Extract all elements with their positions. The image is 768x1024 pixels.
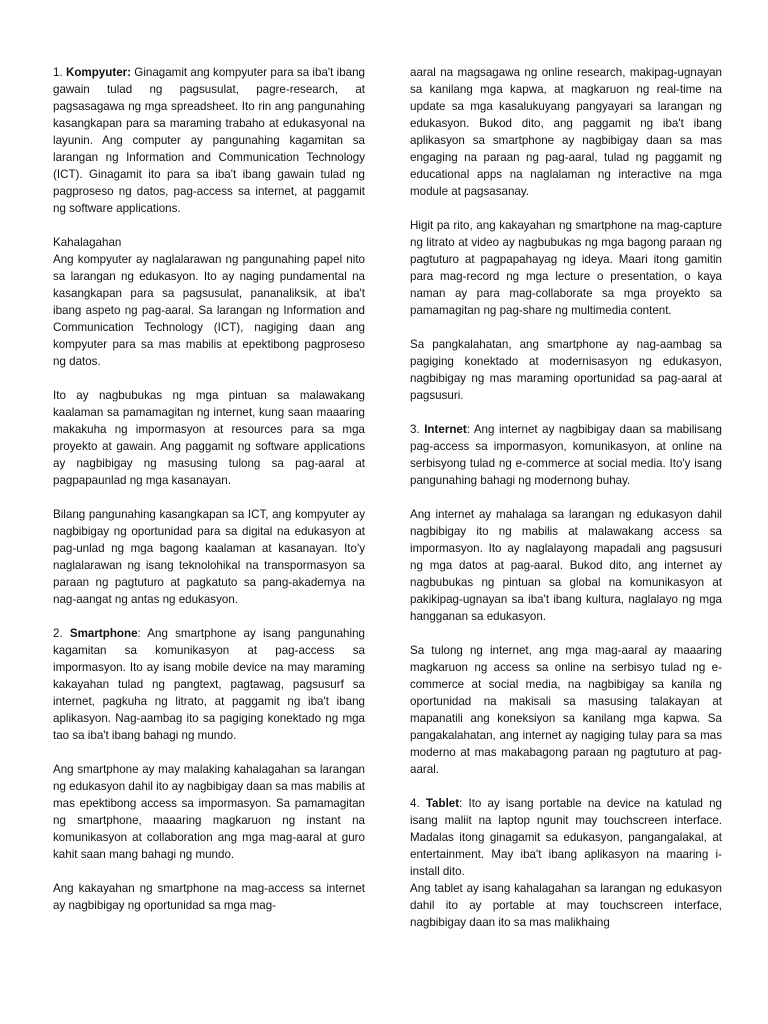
kahalagahan-paragraph-3: Bilang pangunahing kasangkapan sa ICT, ang kompyuter ay nagbibigay ng oportunidad para sa digital na edukasyon at pag-unlad ng mga bagong kaalaman at kasanayan. Ito'y naglalarawan ng isang teknolohikal na transpormasyon sa paraan ng pagtuturo at pagkatuto sa pang-akademya na nag-aangat ng antas ng edukasyon. [53,508,365,606]
smartphone-paragraph-4: Higit pa rito, ang kakayahan ng smartphone na mag-capture ng litrato at video ay nagbubukas ng mga bagong paraan ng pagtuturo at pagpapahayag ng ideya. Maari itong gamitin para mag-record ng mga lecture o presentation, o kaya naman ay para mag-collaborate sa mga proyekto sa pamamagitan ng pag-share ng multimedia content. [410,219,722,317]
tablet-term: Tablet [425,797,460,810]
smartphone-term: Smartphone [69,627,138,640]
internet-text: : Ang internet ay nagbibigay daan sa mabilisang pag-access sa impormasyon, komunikasyon, at online na serbisyong tulad ng e-commerce at social media. Ito'y isang pangunahing bahagi ng modernong buhay. [410,423,722,487]
item-number: 3. [410,423,420,436]
right-column [410,64,722,931]
kahalagahan-heading: Kahalagahan [53,236,122,249]
smartphone-paragraph-2: Ang smartphone ay may malaking kahalagahan sa larangan ng edukasyon dahil ito ay nagbibigay daan sa mas mabilis at mas epektibong access sa impormasyon. Sa pamamagitan ng smartphone, maaaring magkaruon ng instant na komunikasyon at collaboration ang mga mag-aaral at guro kahit saan mang bahagi ng mundo. [53,763,365,861]
kahalagahan-paragraph-1: Ang kompyuter ay naglalarawan ng pangunahing papel nito sa larangan ng edukasyon. Ito ay naging pundamental na kasangkapan para sa pagsusulat, pananaliksik, at iba't ibang aspeto ng pag-aaral. Sa larangan ng Information and Communication Technology (ICT), nagiging daan ang kompyuter para sa mas mabilis at epektibong pagproseso ng datos. [53,253,365,368]
item-number: 1. [53,66,63,79]
kahalagahan-paragraph-2: Ito ay nagbubukas ng mga pintuan sa malawakang kaalaman sa pamamagitan ng internet, kung saan maaaring makakuha ng impormasyon at resources para sa mga proyekto at gawain. Ang paggamit ng software applications ay nagbibigay ng masusing tulong sa pag-aaral at pagpapaunlad ng mga kasanayan. [53,389,365,487]
tablet-paragraph-2: Ang tablet ay isang kahalagahan sa larangan ng edukasyon dahil ito ay portable at may touchscreen interface, nagbibigay daan ito sa mas malikhaing [410,882,722,929]
internet-paragraph-2: Ang internet ay mahalaga sa larangan ng edukasyon dahil nagbibigay ito ng mabilis at malawakang access sa impormasyon. Ito ay naglalayong mapadali ang pagsusuri ng mga datos at pag-aaral. Bukod dito, ang internet ay nagbubukas ng pintuan sa global na komunikasyon at pakikipag-ugnayan sa iba't ibang kultura, naglalayo ng mga hangganan sa edukasyon. [410,508,722,623]
tablet-text: : Ito ay isang portable na device na katulad ng isang maliit na laptop ngunit may touchscreen interface. Madalas itong ginagamit sa edukasyon, pangangalakal, at entertainment. May iba't ibang aplikasyon na maaring i-install dito. [410,797,722,878]
item-number: 2. [53,627,63,640]
tablet-section [410,795,722,880]
smartphone-continued: aaral na magsagawa ng online research, makipag-ugnayan sa kanilang mga kapwa, at magkaruon ng real-time na update sa mga kasalukuyang pangyayari sa larangan ng edukasyon. Bukod dito, ang paggamit ng iba't ibang aplikasyon sa smartphone ay nagbibigay daan sa mas engaging na paraan ng pag-aaral, tulad ng paggamit ng educational apps na naglalaman ng interactive na mga module at pagsasanay. [410,66,722,198]
smartphone-paragraph-5: Sa pangkalahatan, ang smartphone ay nag-aambag sa pagiging konektado at modernisasyon ng edukasyon, nagbibigay ng mas maraming oportunidad sa pag-aaral at pagsusuri. [410,338,722,402]
kompyuter-text: Ginagamit ang kompyuter para sa iba't ibang gawain tulad ng pagsusulat, pagre-research, at pagsasagawa ng mga spreadsheet. Ito rin ang pangunahing kasangkapan para sa maraming trabaho at edukasyonal na layunin. Ang computer ay pangunahing kagamitan sa larangan ng Information and Communication Technology (ICT). Ginagamit ito para sa iba't ibang gawain tulad ng pagproseso ng datos, pag-access sa internet, at paggamit ng software applications. [53,66,365,215]
item-number: 4. [410,797,420,810]
kompyuter-section [53,64,365,217]
left-column [53,64,365,931]
kompyuter-term: Kompyuter: [65,66,132,79]
internet-paragraph-3: Sa tulong ng internet, ang mga mag-aaral ay maaaring magkaruon ng access sa online na serbisyo tulad ng e-commerce at social media, na nagbibigay sa kanila ng oportunidad na makisali sa masusing talakayan at mapanatili ang koneksiyon sa kanilang mga kapwa. Sa pangakalahatan, ang internet ay nagiging tulay para sa mas moderno at mas makabagong paraan ng pagtuturo at pag-aaral. [410,644,722,776]
internet-term: Internet [424,423,467,436]
smartphone-paragraph-3: Ang kakayahan ng smartphone na mag-access sa internet ay nagbibigay ng oportunidad sa mga mag- [53,882,365,912]
internet-section [410,421,722,489]
smartphone-section [53,625,365,744]
smartphone-text: : Ang smartphone ay isang pangunahing kagamitan sa komunikasyon at pag-access sa impormasyon. Ito ay isang mobile device na may maraming kakayahan tulad ng pangtext, pagtawag, pagsusurf sa internet, pagkuha ng litrato, at paggamit ng iba't ibang aplikasyon. Nag-aambag ito sa pagiging konektado ng mga tao sa iba't ibang bahagi ng mundo. [53,627,365,742]
